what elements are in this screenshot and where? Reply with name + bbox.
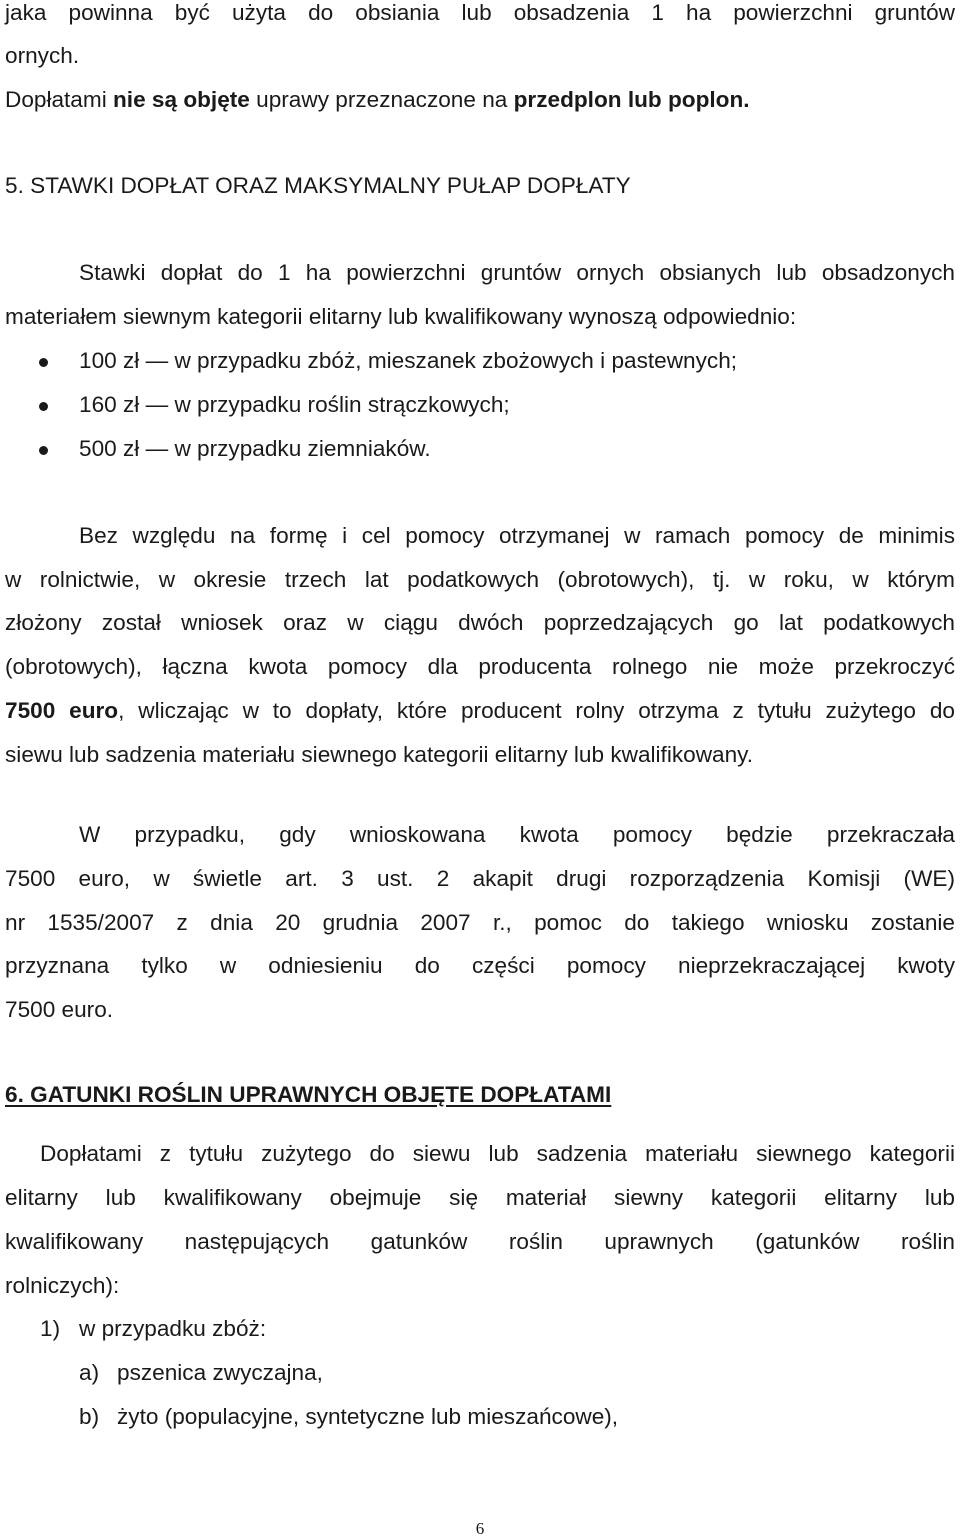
text-line [5,700,955,723]
rate-item: 160 zł — w przypadku roślin strączkowych; [79,392,510,417]
bullet-icon [39,402,48,411]
bold-text: przedplon lub poplon. [513,87,750,112]
list-number: 1) [40,1316,61,1341]
text-line: nr 1535/2007 z dnia 20 grudnia 2007 r., pomoc do takiego wniosku zostanie [5,910,955,935]
text-line: 7500 euro, w świetle art. 3 ust. 2 akapit drugi rozporządzenia Komisji (WE) [5,866,955,891]
text-span: Dopłatami [5,87,113,112]
text-span: uprawy przeznaczone na [249,87,514,112]
text-line: w rolnictwie, w okresie trzech lat podatkowych (obrotowych), tj. w roku, w którym [5,567,955,592]
list-item: w przypadku zbóż: [79,1316,267,1341]
text-line: elitarny lub kwalifikowany obejmuje się materiał siewny kategorii elitarny lub [5,1185,955,1210]
bullet-icon [39,358,48,367]
text-line: W przypadku, gdy wnioskowana kwota pomocy będzie przekraczała [79,822,955,847]
text-line: rolniczych): [5,1273,120,1298]
rate-item: 500 zł — w przypadku ziemniaków. [79,436,431,461]
bullet-icon [39,446,48,455]
text-line: 7500 euro. [5,997,114,1022]
text-span: , wliczając w to dopłaty, które producent rolny otrzyma z tytułu zużytego do [118,698,955,723]
text-line: materiałem siewnym kategorii elitarny lub kwalifikowany wynoszą odpowiednio: [5,304,797,329]
text-line: (obrotowych), łączna kwota pomocy dla producenta rolnego nie może przekroczyć [5,654,955,679]
text-line: przyznana tylko w odniesieniu do części pomocy nieprzekraczającej kwoty [5,953,955,978]
list-letter: a) [79,1360,100,1385]
text-line: złożony został wniosek oraz w ciągu dwóch poprzedzających go lat podatkowych [5,610,955,635]
text-line: Dopłatami z tytułu zużytego do siewu lub sadzenia materiału siewnego kategorii [40,1141,955,1166]
text-line: ornych. [5,43,80,68]
section-6-heading: 6. GATUNKI ROŚLIN UPRAWNYCH OBJĘTE DOPŁATAMI [5,1082,612,1107]
text-line [5,89,750,112]
list-letter: b) [79,1404,100,1429]
text-line: kwalifikowany następujących gatunków roślin uprawnych (gatunków roślin [5,1229,955,1254]
list-item: pszenica zwyczajna, [117,1360,323,1385]
bold-text: 7500 euro [5,698,119,723]
bold-text: nie są objęte [113,87,250,112]
text-line: Stawki dopłat do 1 ha powierzchni gruntów ornych obsianych lub obsadzonych [79,260,955,285]
text-line: Bez względu na formę i cel pomocy otrzymanej w ramach pomocy de minimis [79,523,955,548]
list-item: żyto (populacyjne, syntetyczne lub mieszańcowe), [117,1404,619,1429]
text-line: jaka powinna być użyta do obsiania lub obsadzenia 1 ha powierzchni gruntów [5,0,955,25]
text-line: siewu lub sadzenia materiału siewnego kategorii elitarny lub kwalifikowany. [5,742,754,767]
page-number: 6 [475,1519,485,1538]
section-5-heading: 5. STAWKI DOPŁAT ORAZ MAKSYMALNY PUŁAP DOPŁATY [5,173,631,198]
rate-item: 100 zł — w przypadku zbóż, mieszanek zbożowych i pastewnych; [79,348,738,373]
